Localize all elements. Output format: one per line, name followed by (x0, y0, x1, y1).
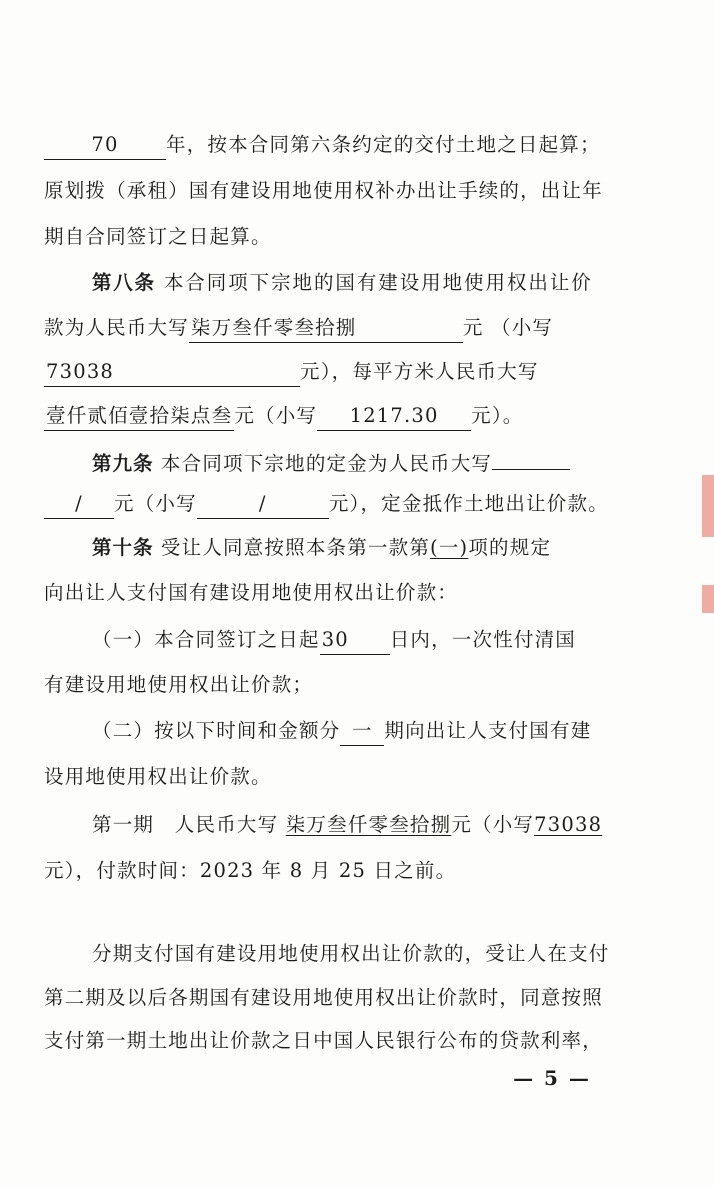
edge-stain-upper (702, 475, 714, 537)
term-line-2: 原划拨（承租）国有建设用地使用权补办出让手续的，出让年 (44, 179, 603, 202)
installment-count-field: 一 (340, 717, 384, 746)
article-9-line-1 (92, 441, 592, 481)
term-line-1 (44, 125, 601, 165)
article-9-text-2: 元（小写 (114, 492, 197, 515)
unit-price-upper-field: 壹仟贰佰壹拾柒点叁 (44, 402, 234, 431)
article-9-text-1: 本合同项下宗地的定金为人民币大写 (160, 452, 493, 475)
article-10-line-1 (92, 528, 592, 568)
article-8-text-6: 元）。 (471, 404, 524, 427)
term-line-3: 期自合同签订之日起算。 (44, 225, 272, 248)
option-2-text-a: （二）按以下时间和金额分 (92, 719, 341, 742)
deposit-blank-field (492, 441, 570, 470)
article-8-text-4: 元），每平方米人民币大写 (300, 360, 539, 383)
article-8-text-1: 本合同项下宗地的国有建设用地使用权出让价 (163, 271, 592, 294)
article-9-text-3: 元），定金抵作土地出让价款。 (328, 492, 609, 515)
option-2-line-1 (92, 711, 592, 751)
deposit-lower-field: / (197, 490, 329, 519)
deposit-upper-field: / (44, 490, 114, 519)
article-10-line-2: 向出让人支付国有建设用地使用权出让价款： (44, 581, 459, 604)
article-8-text-3: 元 （小写 (462, 316, 554, 339)
option-1-text-a: （一）本合同签订之日起 (92, 628, 320, 651)
installment-1-line-1 (92, 805, 603, 845)
article-8-line-4 (44, 396, 592, 436)
article-8-text-5: 元（小写 (234, 404, 318, 427)
installment-1-upper-field: 柒万叁仟零叁拾捌 (285, 813, 452, 836)
article-8-line-3 (44, 352, 592, 392)
article-8-text-2: 款为人民币大写 (44, 316, 189, 339)
article-9-heading: 第九条 (92, 452, 154, 475)
price-upper-field: 柒万叁仟零叁拾捌 (189, 314, 463, 343)
article-10-text-2: 项的规定 (468, 536, 552, 559)
payment-days-field: 30 (320, 626, 390, 655)
installment-1-lower-field: 73038 (534, 813, 603, 836)
article-10-heading: 第十条 (92, 536, 154, 559)
option-1-text-b: 日内，一次性付清国 (389, 628, 577, 651)
term-line-1-text: 年，按本合同第六条约定的交付土地之日起算； (166, 133, 601, 156)
page-number: — 5 — (513, 1066, 591, 1090)
payment-item-field: (一) (430, 536, 469, 559)
installment-para-line-3: 支付第一期土地出让价款之日中国人民银行公布的贷款利率， (44, 1029, 603, 1052)
option-2-text-b: 期向出让人支付国有建 (384, 719, 592, 742)
option-1-line-2: 有建设用地使用权出让价款； (44, 673, 314, 696)
term-years-field: 70 (44, 131, 166, 160)
article-8-heading: 第八条 (92, 271, 156, 294)
price-lower-field: 73038 (44, 358, 300, 387)
option-1-line-1 (92, 620, 592, 660)
article-10-text-1: 受让人同意按照本条第一款第 (160, 536, 431, 559)
article-9-line-2 (44, 484, 609, 524)
unit-price-lower-field: 1217.30 (317, 402, 471, 431)
installment-para-line-1: 分期支付国有建设用地使用权出让价款的，受让人在支付 (92, 942, 610, 965)
article-8-line-2 (44, 308, 592, 348)
option-2-line-2: 设用地使用权出让价款。 (44, 765, 272, 788)
edge-stain-lower (702, 585, 714, 613)
installment-para-line-2: 第二期及以后各期国有建设用地使用权出让价款时，同意按照 (44, 986, 603, 1009)
installment-1-text-a: 第一期 人民币大写 (92, 813, 279, 836)
article-8-line-1 (92, 263, 592, 303)
installment-1-text-b: 元（小写 (451, 813, 535, 836)
installment-1-line-2: 元），付款时间：2023 年 8 月 25 日之前。 (44, 859, 457, 882)
